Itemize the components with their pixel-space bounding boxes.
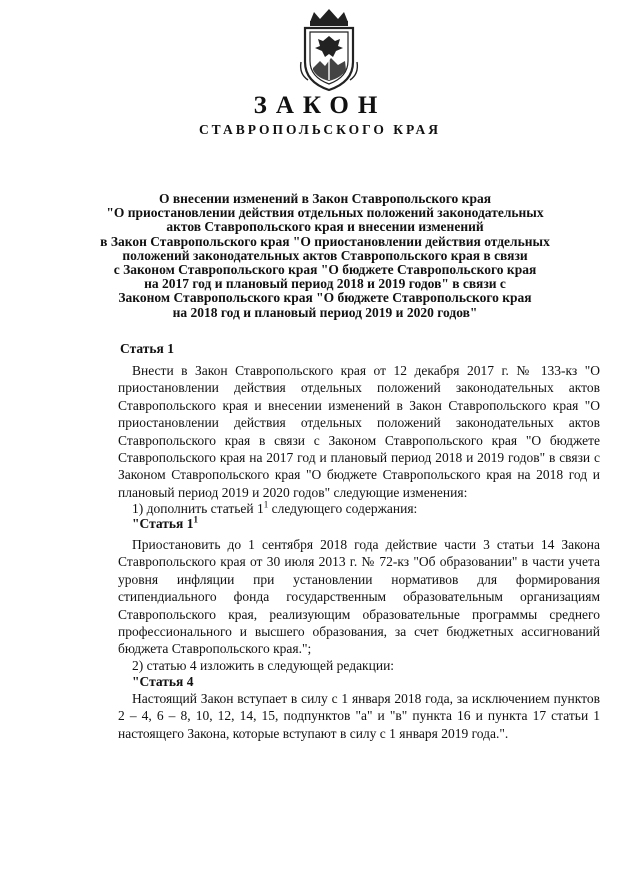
article-4-body-text: Настоящий Закон вступает в силу с 1 января 2018 года, за исключением пунктов 2 – 4, 6 – 8, 10, 12, 14, 15, подпунктов "а" и "в" пункта 16 и пункта 17 статьи 1 настоящего Закона, которые вступают в силу с 1 января 2019 года.". xyxy=(118,691,600,741)
document-heading xyxy=(90,192,560,320)
item-1-sup: 1 xyxy=(263,499,269,510)
item-2-text: 2) статью 4 изложить в следующей редакции: xyxy=(132,658,395,673)
heading-line: на 2018 год и плановый период 2019 и 2020 годов" xyxy=(172,304,478,320)
stavropol-coat-of-arms-icon xyxy=(296,6,362,92)
heading-line: Законом Ставропольского края "О бюджете Ставропольского края xyxy=(118,290,532,306)
heading-line: "О приостановлении действия отдельных положений законодательных xyxy=(106,205,544,221)
new-article-body xyxy=(118,536,600,658)
heading-line: в Закон Ставропольского края "О приостановлении действия отдельных xyxy=(100,233,550,249)
article-4-title: "Статья 4 xyxy=(132,674,194,689)
law-region: СТАВРОПОЛЬСКОГО КРАЯ xyxy=(198,122,442,137)
heading-line: положений законодательных актов Ставропольского края в связи xyxy=(122,247,528,263)
new-article-title-text: "Статья 1 xyxy=(132,516,194,531)
item-2 xyxy=(118,657,600,674)
item-1 xyxy=(118,500,600,517)
article-1-intro xyxy=(118,362,600,501)
new-article-sup: 1 xyxy=(193,514,198,525)
new-article-body-text: Приостановить до 1 сентября 2018 года действие части 3 статьи 14 Закона Ставропольского края от 30 июля 2013 г. № 72-кз "Об образовании" в части учета уровня инфляции при установлении нормативов для формирования стипендиального фонда государственным образовательным организациям Ставропольского края, реализующим образовательные программы среднего профессионального и высшего образования, за счет бюджетных ассигнований бюджета Ставропольского края."; xyxy=(118,537,600,657)
item-1-text-end: следующего содержания: xyxy=(268,501,418,516)
law-title: ЗАКОН xyxy=(253,92,387,119)
heading-line: на 2017 год и плановый период 2018 и 2019 годов" в связи с xyxy=(144,276,506,292)
heading-line: актов Ставропольского края и внесении изменений xyxy=(166,219,484,235)
article-1-title: Статья 1 xyxy=(120,341,174,356)
article-4-body xyxy=(118,690,600,742)
heading-line: с Законом Ставропольского края "О бюджете Ставропольского края xyxy=(113,262,537,278)
item-1-text: 1) дополнить статьей 1 xyxy=(132,501,264,516)
article-1-intro-text: Внести в Закон Ставропольского края от 12 декабря 2017 г. № 133-кз "О приостановлении действия отдельных положений законодательных актов Ставропольского края и внесении изменений в Закон Ставропольского края "О приостановлении действия отдельных положений законодательных актов Ставропольского края в связи с Законом Ставропольского края "О бюджете Ставропольского края на 2017 год и плановый период 2018 и 2019 годов" в связи с Законом Ставропольского края "О бюджете Ставропольского края на 2018 год и плановый период 2019 и 2020 годов" следующие изменения: xyxy=(118,363,600,500)
heading-line: О внесении изменений в Закон Ставропольского края xyxy=(158,191,491,206)
new-article-title xyxy=(132,516,198,532)
